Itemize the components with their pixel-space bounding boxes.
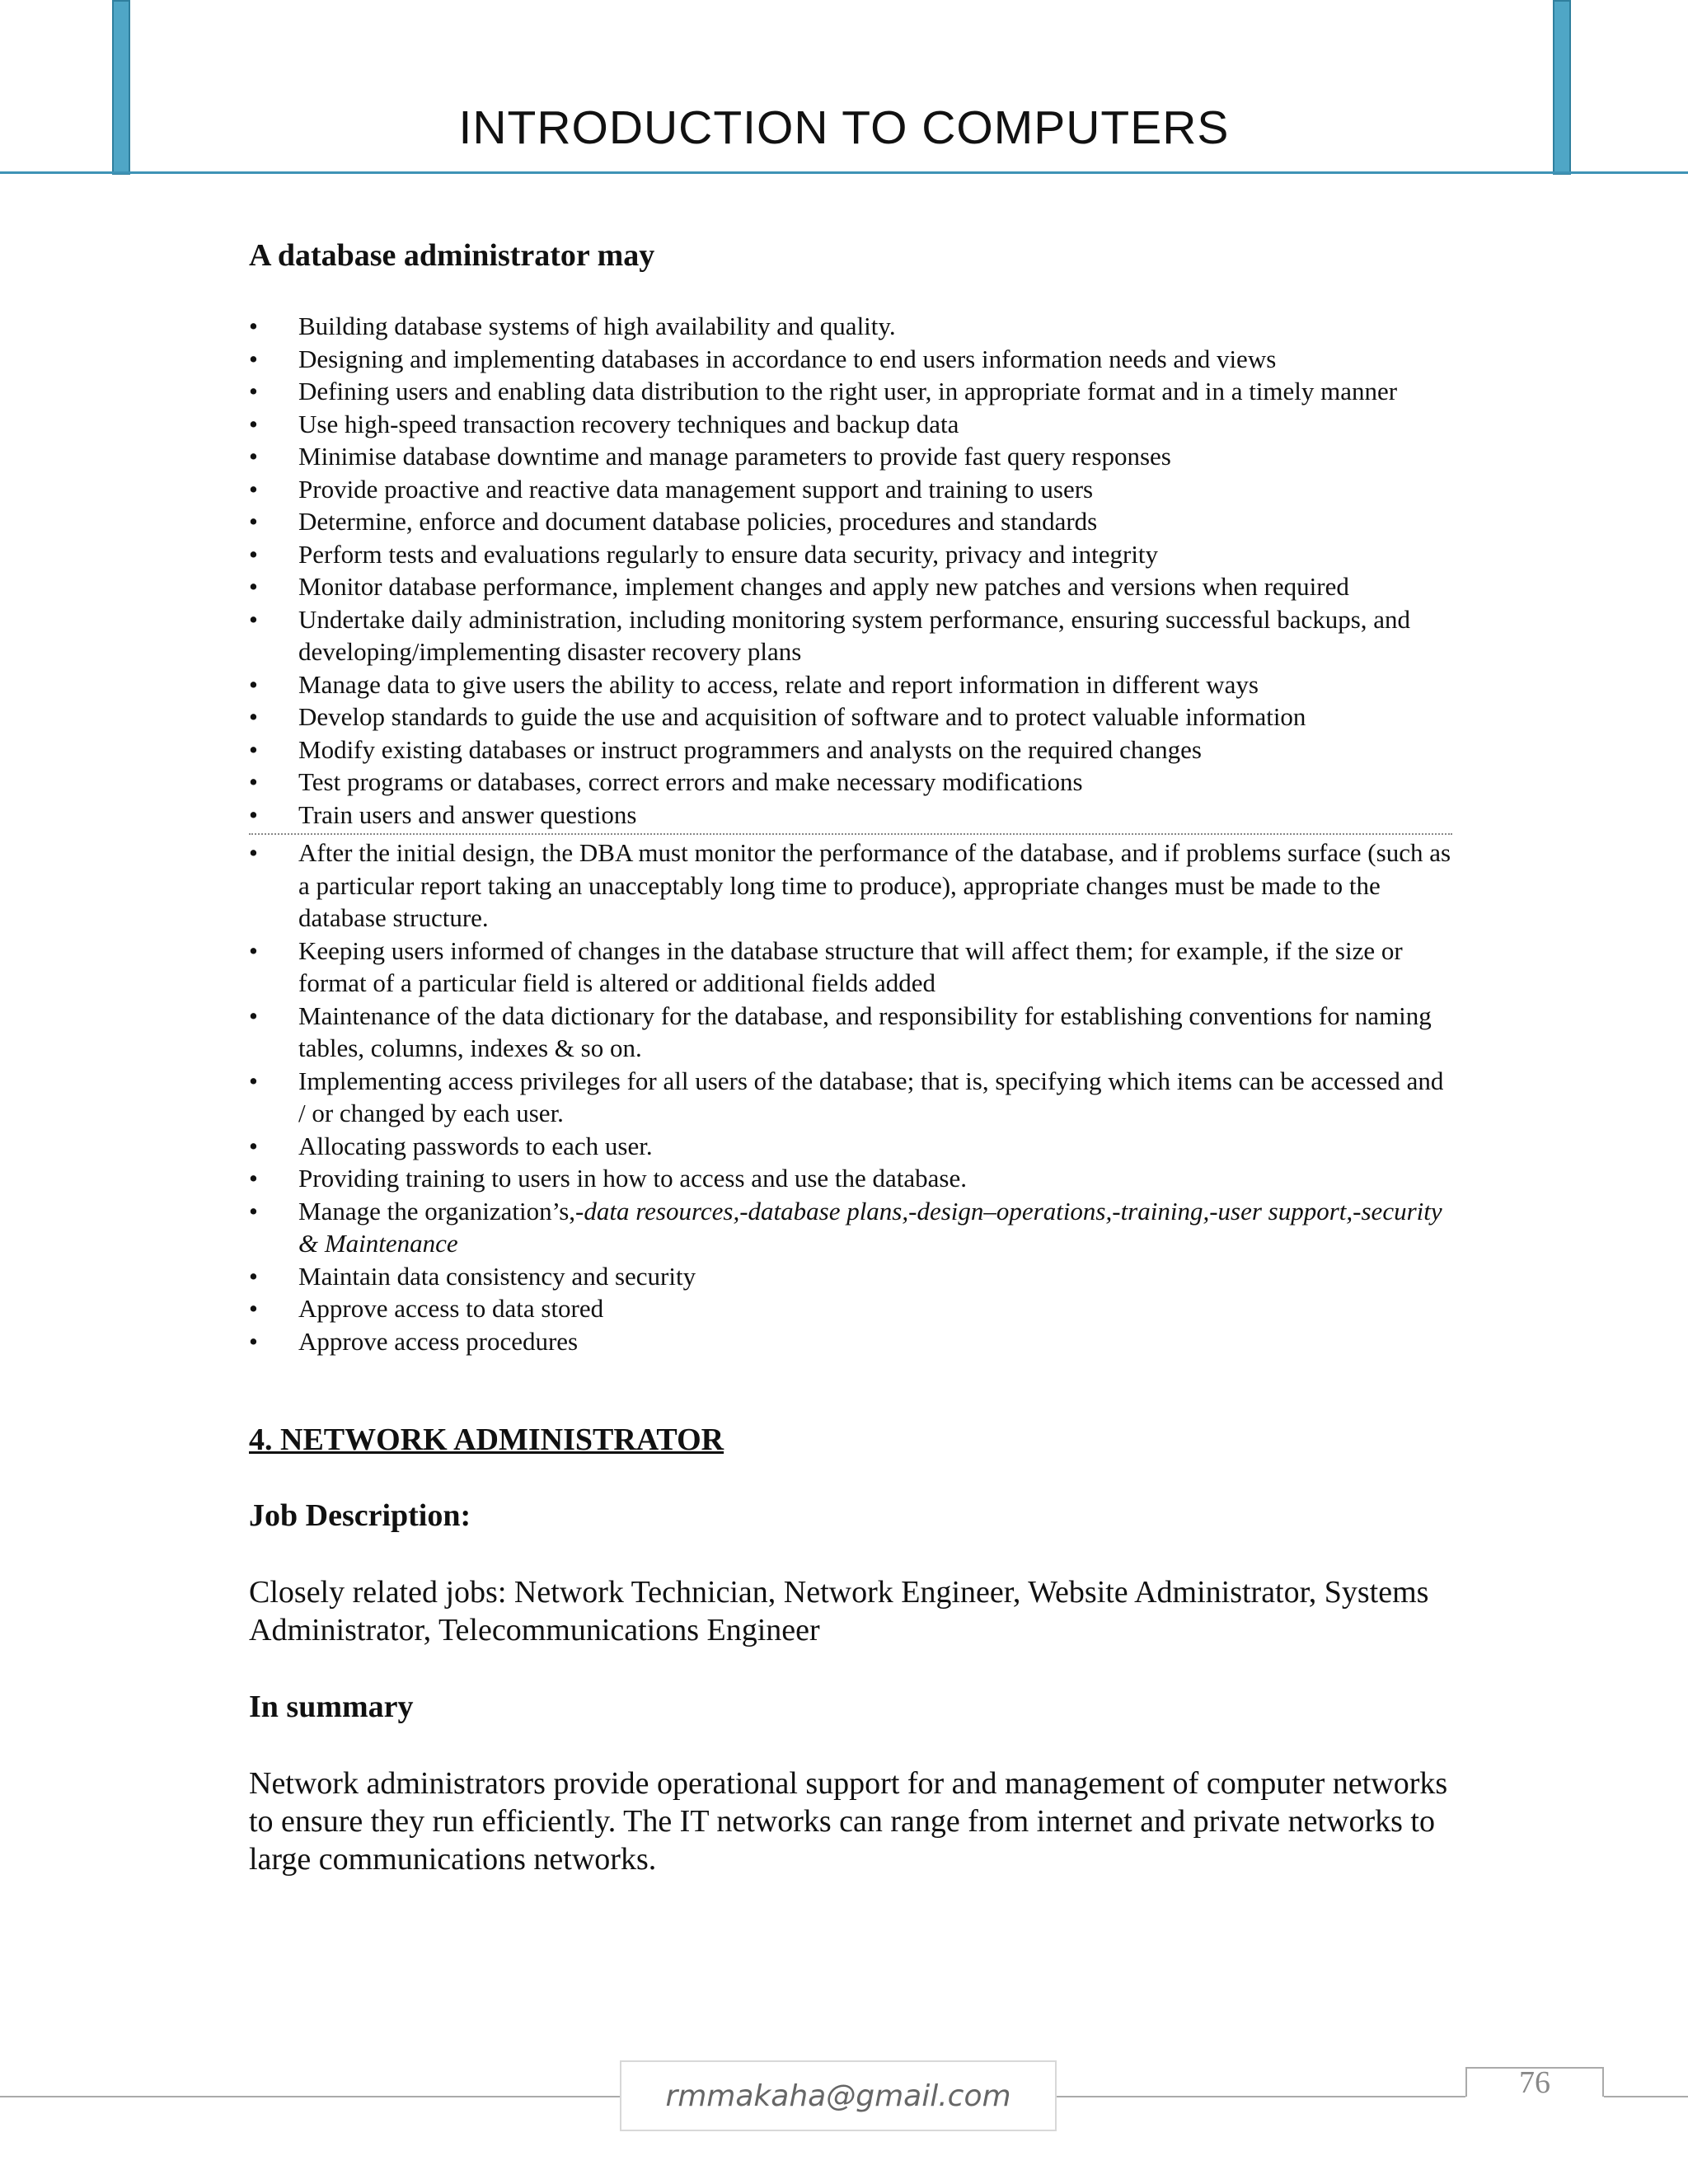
- list-item: • Modify existing databases or instruct programmers and analysts on the required changes: [249, 733, 1452, 766]
- list-item: • Implementing access privileges for all users of the database; that is, specifying which items can be accessed and / or changed by each user.: [249, 1065, 1452, 1130]
- list-item: • After the initial design, the DBA must monitor the performance of the database, and if problems surface (such as a particular report taking an unacceptably long time to produce), appropriate changes must be made to the database structure.: [249, 837, 1452, 935]
- list-item: • Use high-speed transaction recovery techniques and backup data: [249, 408, 1452, 441]
- list-item: • Providing training to users in how to access and use the database.: [249, 1162, 1452, 1195]
- summary-text: Network administrators provide operational support for and management of computer networks to ensure they run efficiently. The IT networks can range from internet and private networks to large communications networks.: [249, 1766, 1448, 1877]
- job-description-label: Job Description:: [249, 1498, 471, 1533]
- page-body: [249, 232, 1452, 1878]
- list-item: • Building database systems of high availability and quality.: [249, 310, 1452, 343]
- dotted-separator: [249, 833, 1452, 835]
- footer-rule-middle: [1057, 2096, 1465, 2097]
- list-item: • Approve access procedures: [249, 1325, 1452, 1358]
- list-item: • Allocating passwords to each user.: [249, 1130, 1452, 1163]
- spacer: [249, 1357, 1452, 1422]
- list-item: • Provide proactive and reactive data management support and training to users: [249, 473, 1452, 506]
- list-item: • Manage data to give users the ability to access, relate and report information in different ways: [249, 668, 1452, 701]
- manage-item-prefix: Manage the organization’s,-: [298, 1196, 584, 1226]
- manage-item-italic: data resources,-database plans,-design–operations,-training,-user support,-security & Maintenance: [298, 1196, 1442, 1258]
- page-number: 76: [1465, 2067, 1604, 2097]
- list-item-manage: [249, 1195, 1452, 1260]
- footer-rule-right: [1604, 2096, 1688, 2097]
- list-item: • Test programs or databases, correct errors and make necessary modifications: [249, 766, 1452, 799]
- list-item: • Designing and implementing databases in accordance to end users information needs and views: [249, 343, 1452, 376]
- list-item: • Monitor database performance, implement changes and apply new patches and versions when required: [249, 570, 1452, 603]
- list-item: • Determine, enforce and document database policies, procedures and standards: [249, 505, 1452, 538]
- list-item: • Maintain data consistency and security: [249, 1260, 1452, 1293]
- list-item: • Train users and answer questions: [249, 799, 1452, 832]
- page-header-title: INTRODUCTION TO COMPUTERS: [458, 101, 1230, 154]
- dba-heading: A database administrator may: [249, 238, 655, 273]
- list-item: • Undertake daily administration, including monitoring system performance, ensuring successful backups, and developing/implementing disaster recovery plans: [249, 603, 1452, 668]
- list-item: • Perform tests and evaluations regularly to ensure data security, privacy and integrity: [249, 538, 1452, 571]
- related-jobs-text: Closely related jobs: Network Technician, Network Engineer, Website Administrator, Systems Administrator, Telecommunications Engineer: [249, 1575, 1429, 1647]
- footer-email: rmmakaha@gmail.com: [620, 2060, 1057, 2131]
- footer-rule-left: [0, 2096, 620, 2097]
- list-item: • Develop standards to guide the use and acquisition of software and to protect valuable information: [249, 701, 1452, 733]
- dba-responsibilities-list: [249, 837, 1452, 1357]
- dba-duties-list: [249, 310, 1452, 831]
- header-rule: [0, 171, 1688, 174]
- list-item: • Approve access to data stored: [249, 1292, 1452, 1325]
- list-item: • Minimise database downtime and manage parameters to provide fast query responses: [249, 440, 1452, 473]
- summary-label: In summary: [249, 1690, 414, 1724]
- list-item: • Defining users and enabling data distribution to the right user, in appropriate format and in a timely manner: [249, 375, 1452, 408]
- network-section-title: 4. NETWORK ADMINISTRATOR: [249, 1422, 724, 1457]
- list-item: • Maintenance of the data dictionary for the database, and responsibility for establishing conventions for naming tables, columns, indexes & so on.: [249, 1000, 1452, 1065]
- list-item: • Keeping users informed of changes in the database structure that will affect them; for example, if the size or format of a particular field is altered or additional fields added: [249, 935, 1452, 1000]
